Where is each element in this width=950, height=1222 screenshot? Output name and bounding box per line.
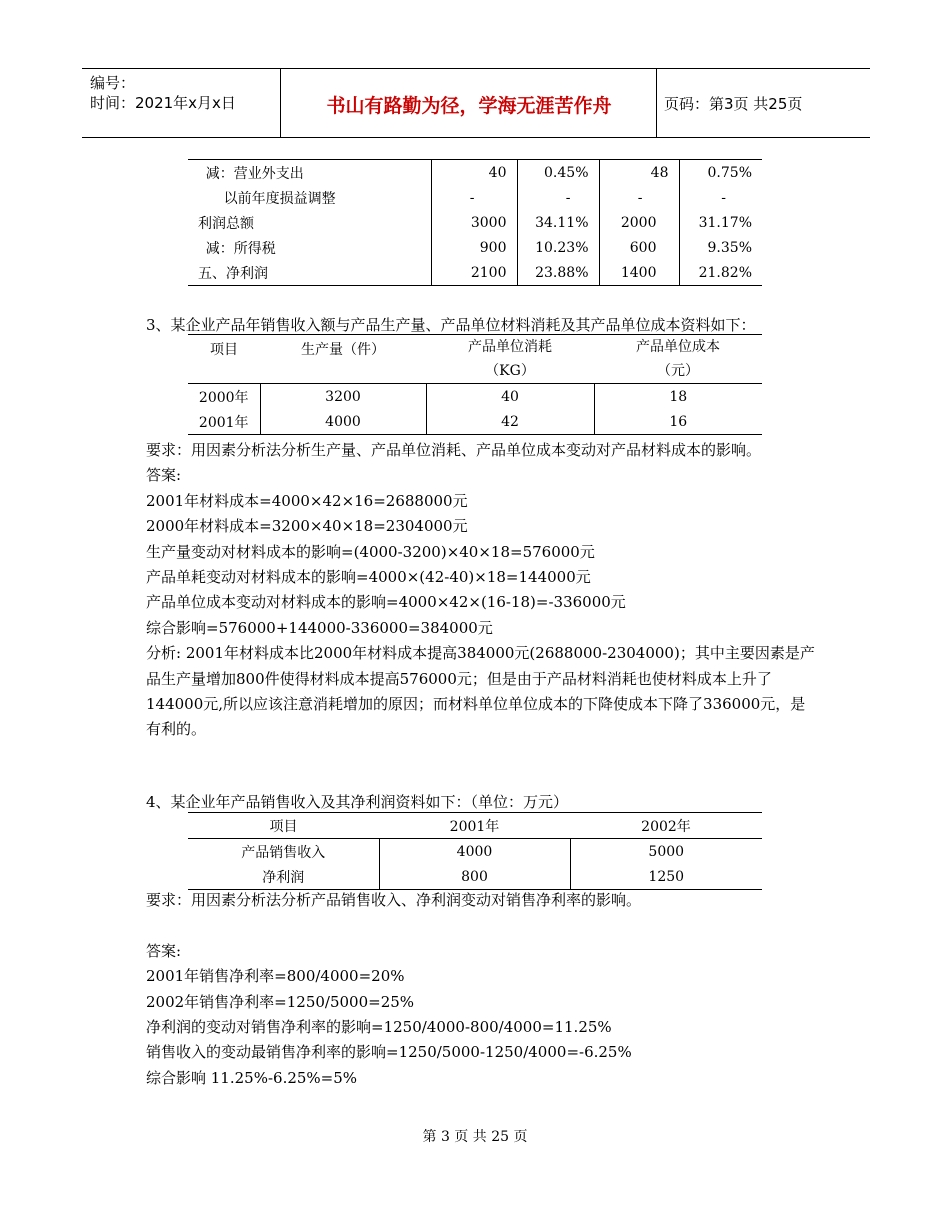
table-cell: 23.88% — [517, 260, 599, 286]
table-cell: 10.23% — [517, 235, 599, 260]
question-3-answer: 要求：用因素分析法分析生产量、产品单位消耗、产品单位成本变动对产品材料成本的影响。 答案: 2001年材料成本=4000×42×16=2688000元 2000年材料成本=3200×40×18=2304000元 生产量变动对材料成本的影响=(4000-3200)×40×18=576000元 产品单耗变动对材料成本的影响=4000×(42-40)×18=144000元 产品单位成本变动对材料成本的影响=4000×42×(16-18)=-336000元 综合影响=576000+144000-336000=384000元 分析: 2001年材料成本比2000年材料成本提高384000元(2688000-2304000)；其中主要因素是产品生产量增加800件使得材料成本提高576000元；但是由于产品材料消耗也使材料成本上升了144000元,所以应该注意消耗增加的原因；而材料单位单位成本的下降使成本下降了336000元，是有利的。 — [146, 441, 815, 739]
table-header-cell: 2001年 — [379, 813, 570, 839]
table-cell: 31.17% — [679, 210, 762, 235]
header-info — [90, 73, 282, 113]
question-3-title: 3、某企业产品年销售收入额与产品生产量、产品单位材料消耗及其产品单位成本资料如下： — [146, 316, 756, 334]
table-row — [188, 864, 762, 890]
table-cell: 2001年 — [198, 414, 249, 431]
table-cell: 800 — [379, 864, 570, 890]
table-cell: 减：营业外支出 — [188, 165, 304, 182]
document-time-label: 时间：2021年x月x日 — [90, 94, 236, 112]
table-cell: 五、净利润 — [198, 265, 268, 282]
table-header-row — [188, 813, 762, 839]
table-cell: 900 — [431, 235, 517, 260]
table-row — [188, 210, 762, 235]
table-cell: 600 — [599, 235, 679, 260]
table-cell: 21.82% — [679, 260, 762, 286]
table-header-cell: 项目 — [188, 335, 260, 384]
table-cell: 48 — [599, 160, 679, 186]
table-row — [188, 260, 762, 286]
income-statement-table — [188, 159, 762, 286]
table-cell: 2000年 — [198, 389, 249, 406]
table-cell: 减：所得税 — [188, 240, 276, 257]
table-header-cell: 项目 — [188, 813, 379, 839]
page-header — [82, 68, 870, 138]
header-divider — [656, 69, 657, 137]
table-cell: 0.45% — [517, 160, 599, 186]
table-header-cell — [426, 335, 594, 384]
table-header-cell: 生产量（件） — [260, 335, 426, 384]
page-footer: 第 3 页 共 25 页 — [422, 1129, 528, 1145]
table-cell: - — [679, 185, 762, 210]
table-cell: 产品销售收入 — [241, 844, 326, 861]
table-row — [188, 839, 762, 865]
table-header-cell: 2002年 — [570, 813, 762, 839]
table-cell: 40 — [426, 384, 594, 410]
production-table — [188, 334, 762, 435]
header-text: 产品单位成本 — [636, 339, 720, 355]
table-cell: - — [431, 185, 517, 210]
table-cell: 1400 — [599, 260, 679, 286]
table-cell: 34.11% — [517, 210, 599, 235]
table-cell: 0.75% — [679, 160, 762, 186]
document-number-label: 编号： — [90, 74, 136, 92]
table-cell: 4000 — [379, 839, 570, 865]
header-motto: 书山有路勤为径，学海无涯苦作舟 — [326, 95, 612, 117]
table-row — [188, 160, 762, 186]
table-cell: 1250 — [570, 864, 762, 890]
header-page-label: 页码：第3页 共25页 — [664, 95, 803, 113]
question-4-title: 4、某企业年产品销售收入及其净利润资料如下：（单位：万元） — [146, 793, 569, 811]
question-4-answer: 要求：用因素分析法分析产品销售收入、净利润变动对销售净利率的影响。 答案: 2001年销售净利率=800/4000=20% 2002年销售净利率=1250/5000=25% 净利润的变动对销售净利率的影响=1250/4000-800/4000=11.25% 销售收入的变动最销售净利率的影响=1250/5000-1250/4000=-6.25% 综合影响 11.25%-6.25%=5% — [146, 891, 642, 1087]
table-cell: 以前年度损益调整 — [188, 190, 336, 207]
table-header-cell — [594, 335, 762, 384]
table-cell: 4000 — [260, 409, 426, 435]
table-cell: 2100 — [431, 260, 517, 286]
header-unit: （KG） — [485, 363, 535, 379]
table-cell: 42 — [426, 409, 594, 435]
table-row — [188, 409, 762, 435]
table-cell: 18 — [594, 384, 762, 410]
table-cell: 3200 — [260, 384, 426, 410]
table-cell: 利润总额 — [198, 215, 254, 232]
sales-profit-table — [188, 812, 762, 890]
table-cell: - — [599, 185, 679, 210]
header-text: 产品单位消耗 — [468, 339, 552, 355]
table-cell: 40 — [431, 160, 517, 186]
table-cell: 3000 — [431, 210, 517, 235]
table-row — [188, 384, 762, 410]
table-row — [188, 235, 762, 260]
table-header-row — [188, 335, 762, 384]
table-cell: 2000 — [599, 210, 679, 235]
header-divider — [280, 69, 281, 137]
table-cell: 16 — [594, 409, 762, 435]
table-cell: 净利润 — [262, 869, 305, 886]
table-cell: - — [517, 185, 599, 210]
header-unit: （元） — [657, 363, 699, 379]
table-cell: 5000 — [570, 839, 762, 865]
table-cell: 9.35% — [679, 235, 762, 260]
table-row — [188, 185, 762, 210]
